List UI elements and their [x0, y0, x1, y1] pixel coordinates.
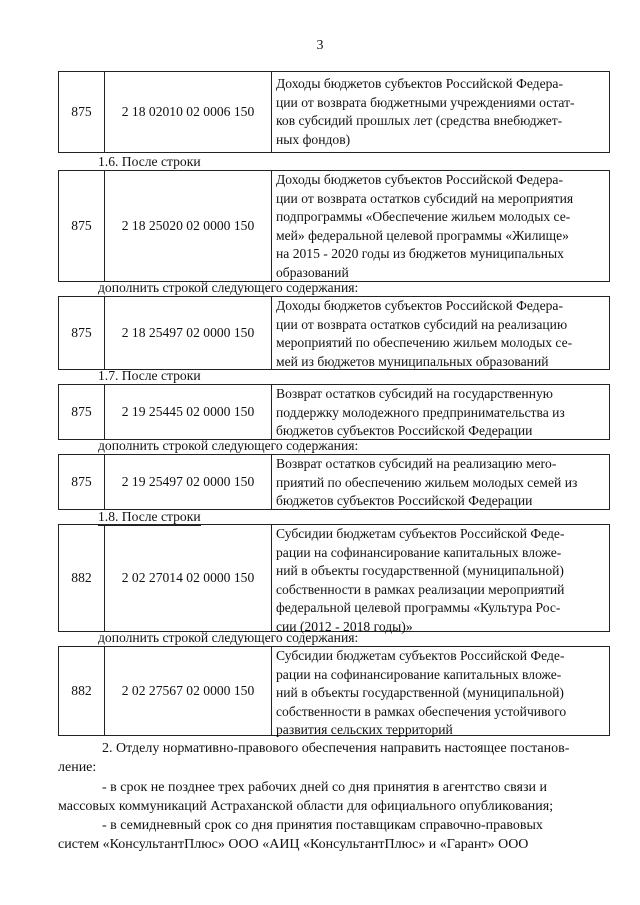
kbk-code: 2 18 02010 02 0006 150: [105, 72, 272, 152]
kbk-code: 2 18 25497 02 0000 150: [105, 297, 272, 369]
caption-add-row: дополнить строкой следующего содержания:: [98, 438, 359, 453]
table-row: [58, 384, 610, 440]
caption-add-row: дополнить строкой следующего содержания:: [98, 630, 359, 645]
table-row: [58, 646, 610, 736]
revenue-description: Доходы бюджетов субъектов Российской Федера- ции от возврата бюджетными учреждениями остат- ков субсидий прошлых лет (средства внебюджет- ных фондов): [276, 76, 575, 147]
revenue-description: Субсидии бюджетам субъектов Российской Феде- рации на софинансирование капитальных вложе- ний в объекты государственной (муниципальной) собственности в рамках реализации мероприятий федеральной целевой программы «Культура Рос- сии (2012 - 2018 годы)»: [276, 526, 565, 634]
revenue-description: Субсидии бюджетам субъектов Российской Феде- рации на софинансирование капитальных вложе- ний в объекты государственной (муниципальной) собственности в рамках обеспечения устойчивого развития сельских территорий: [276, 648, 567, 738]
admin-code: 882: [59, 647, 105, 735]
table-row: [58, 71, 610, 153]
caption-after-1-7: 1.7. После строки: [98, 368, 201, 383]
table-row: [58, 296, 610, 370]
admin-code: 875: [59, 455, 105, 509]
paragraph-3-line-1: - в срок не позднее трех рабочих дней со дня принятия в агентство связи и: [102, 780, 548, 795]
table-row: [58, 170, 610, 282]
table-row: [58, 524, 610, 632]
table-row: [58, 454, 610, 510]
revenue-description: Доходы бюджетов субъектов Российской Федера- ции от возврата остатков субсидий на мероприятия подпрограммы «Обеспечение жильем молодых се- мей» федеральной целевой программы «Жилище» на 2015 - 2020 годы из бюджетов муниципальных образований: [276, 172, 574, 280]
admin-code: 882: [59, 525, 105, 631]
paragraph-4-line-1: - в семидневный срок со дня принятия поставщикам справочно-правовых: [102, 818, 543, 833]
kbk-code: 2 19 25445 02 0000 150: [105, 385, 272, 439]
kbk-code: 2 02 27567 02 0000 150: [105, 647, 272, 735]
paragraph-4-line-2: систем «КонсультантПлюс» ООО «АИЦ «КонсультантПлюс» и «Гарант» ООО: [58, 837, 529, 852]
caption-after-1-8: 1.8. После строки: [98, 509, 201, 524]
admin-code: 875: [59, 385, 105, 439]
admin-code: 875: [59, 72, 105, 152]
caption-after-1-6: 1.6. После строки: [98, 154, 201, 169]
revenue-description: Доходы бюджетов субъектов Российской Федера- ции от возврата остатков субсидий на реализацию мероприятий по обеспечению жильем молодых се- мей из бюджетов муниципальных образований: [276, 298, 573, 369]
kbk-code: 2 02 27014 02 0000 150: [105, 525, 272, 631]
revenue-description: Возврат остатков субсидий на реализацию мero- приятий по обеспечению жильем молодых семей из бюджетов субъектов Российской Федерации: [276, 456, 578, 509]
page-number: 3: [316, 38, 324, 53]
paragraph-3-line-2: массовых коммуникаций Астраханской области для официального опубликования;: [58, 799, 554, 814]
paragraph-2-line-1: 2. Отделу нормативно-правового обеспечения направить настоящее постанов-: [102, 741, 570, 756]
kbk-code: 2 18 25020 02 0000 150: [105, 171, 272, 281]
admin-code: 875: [59, 297, 105, 369]
kbk-code: 2 19 25497 02 0000 150: [105, 455, 272, 509]
admin-code: 875: [59, 171, 105, 281]
revenue-description: Возврат остатков субсидий на государственную поддержку молодежного предпринимательства из бюджетов субъектов Российской Федерации: [276, 386, 565, 439]
caption-add-row: дополнить строкой следующего содержания:: [98, 280, 359, 295]
paragraph-2-line-2: ление:: [58, 760, 97, 775]
